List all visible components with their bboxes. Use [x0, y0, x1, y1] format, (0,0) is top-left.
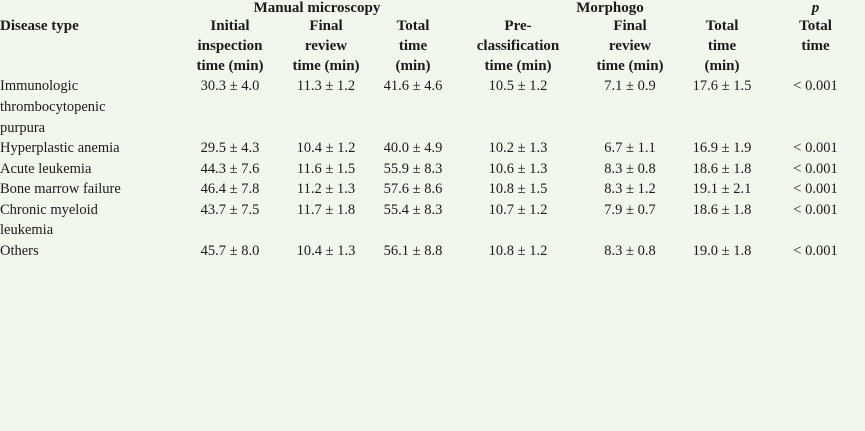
row-label-line: purpura [0, 119, 46, 136]
cell-p-value: < 0.001 [793, 243, 838, 260]
cell-manual-final-review-time: 11.2 ± 1.3 [296, 181, 356, 198]
column-header-morphogo-total-time [678, 17, 766, 76]
col-head-line: time [801, 37, 830, 54]
cell-morphogo-final-review-time: 6.7 ± 1.1 [604, 140, 656, 157]
cell-manual-final-review-time: 11.3 ± 1.2 [296, 78, 356, 95]
cell-initial-inspection-time: 29.5 ± 4.3 [200, 140, 260, 157]
row-label-immunologic-thrombocytopenic-purpura [0, 76, 180, 138]
cell-morphogo-total-time: 16.9 ± 1.9 [692, 140, 752, 157]
row-label-line: Immunologic [0, 78, 79, 95]
table-row [0, 76, 865, 138]
column-header-p-total-time [766, 17, 865, 76]
col-head-line: Total [705, 18, 739, 34]
cell-initial-inspection-time: 30.3 ± 4.0 [200, 78, 260, 95]
col-head-line: time [398, 37, 428, 54]
row-label-line: Bone marrow failure [0, 181, 121, 198]
col-head-line: Pre- [504, 18, 532, 34]
row-label-others [0, 241, 180, 262]
row-label-hyperplastic-anemia [0, 138, 180, 159]
cell-morphogo-total-time: 18.6 ± 1.8 [692, 201, 752, 218]
col-head-line: classification [476, 37, 560, 54]
table-row [0, 138, 865, 159]
col-head-line: Total [799, 18, 832, 34]
cell-initial-inspection-time: 46.4 ± 7.8 [200, 181, 260, 198]
cell-morphogo-total-time: 17.6 ± 1.5 [692, 78, 752, 95]
cell-pre-classification-time: 10.5 ± 1.2 [488, 78, 548, 95]
col-head-line: inspection [197, 37, 263, 54]
cell-manual-total-time: 56.1 ± 8.8 [383, 243, 443, 260]
cell-morphogo-final-review-time: 7.1 ± 0.9 [604, 78, 656, 95]
row-label-line: thrombocytopenic [0, 98, 106, 115]
cell-p-value: < 0.001 [793, 201, 838, 218]
row-label-acute-leukemia [0, 159, 180, 180]
cell-manual-final-review-time: 10.4 ± 1.3 [296, 243, 356, 260]
cell-pre-classification-time: 10.6 ± 1.3 [488, 160, 548, 177]
table-row [0, 200, 865, 241]
column-header-disease-type-line-1: Disease type [0, 18, 79, 34]
row-label-line: leukemia [0, 222, 54, 239]
table-row [0, 241, 865, 262]
column-header-pre-classification-time [454, 17, 582, 76]
col-head-line: (min) [704, 57, 740, 74]
col-head-line: Initial [210, 18, 250, 34]
cell-manual-total-time: 55.9 ± 8.3 [383, 160, 443, 177]
cell-manual-total-time: 55.4 ± 8.3 [383, 201, 443, 218]
group-header-manual-microscopy: Manual microscopy [253, 0, 381, 16]
cell-pre-classification-time: 10.7 ± 1.2 [488, 201, 548, 218]
cell-pre-classification-time: 10.8 ± 1.2 [488, 243, 548, 260]
column-header-initial-inspection-time [180, 17, 280, 76]
col-head-line: Final [613, 18, 647, 34]
cell-p-value: < 0.001 [793, 160, 838, 177]
cell-morphogo-final-review-time: 8.3 ± 0.8 [604, 243, 656, 260]
cell-p-value: < 0.001 [793, 78, 838, 95]
group-header-morphogo: Morphogo [576, 0, 644, 16]
cell-p-value: < 0.001 [793, 140, 838, 157]
table-row [0, 179, 865, 200]
row-label-line: Acute leukemia [0, 160, 92, 177]
column-header-disease-type [0, 17, 180, 76]
cell-morphogo-total-time: 18.6 ± 1.8 [692, 160, 752, 177]
col-head-line: review [304, 37, 348, 54]
col-head-line: time (min) [484, 57, 552, 74]
cell-initial-inspection-time: 43.7 ± 7.5 [200, 201, 260, 218]
row-label-chronic-myeloid-leukemia [0, 200, 180, 241]
cell-manual-final-review-time: 10.4 ± 1.2 [296, 140, 356, 157]
column-header-manual-total-time [372, 17, 454, 76]
cell-manual-final-review-time: 11.7 ± 1.8 [296, 201, 356, 218]
cell-manual-total-time: 40.0 ± 4.9 [383, 140, 443, 157]
col-head-line: Final [309, 18, 343, 34]
row-label-line: Chronic myeloid [0, 201, 98, 218]
cell-pre-classification-time: 10.2 ± 1.3 [488, 140, 548, 157]
cell-morphogo-total-time: 19.1 ± 2.1 [692, 181, 752, 198]
group-header-row [0, 0, 865, 17]
col-head-line: time (min) [596, 57, 664, 74]
row-label-line: Others [0, 243, 39, 260]
sub-header-row [0, 17, 865, 76]
cell-morphogo-total-time: 19.0 ± 1.8 [692, 243, 752, 260]
cell-manual-final-review-time: 11.6 ± 1.5 [296, 160, 356, 177]
cell-p-value: < 0.001 [793, 181, 838, 198]
group-header-p-value: p [811, 0, 820, 16]
cell-manual-total-time: 41.6 ± 4.6 [383, 78, 443, 95]
cell-pre-classification-time: 10.8 ± 1.5 [488, 181, 548, 198]
cell-morphogo-final-review-time: 7.9 ± 0.7 [604, 201, 656, 218]
col-head-line: (min) [395, 57, 431, 74]
cell-morphogo-final-review-time: 8.3 ± 1.2 [604, 181, 656, 198]
cell-morphogo-final-review-time: 8.3 ± 0.8 [604, 160, 656, 177]
cell-initial-inspection-time: 45.7 ± 8.0 [200, 243, 260, 260]
col-head-line: Total [396, 18, 430, 34]
row-label-bone-marrow-failure [0, 179, 180, 200]
col-head-line: review [608, 37, 652, 54]
cell-initial-inspection-time: 44.3 ± 7.6 [200, 160, 260, 177]
col-head-line: time (min) [292, 57, 360, 74]
group-header-blank [0, 0, 180, 17]
col-head-line: time (min) [196, 57, 264, 74]
table-row [0, 159, 865, 180]
column-header-manual-final-review-time [280, 17, 372, 76]
row-label-line: Hyperplastic anemia [0, 140, 120, 157]
column-header-morphogo-final-review-time [582, 17, 678, 76]
cell-manual-total-time: 57.6 ± 8.6 [383, 181, 443, 198]
col-head-line: time [707, 37, 737, 54]
